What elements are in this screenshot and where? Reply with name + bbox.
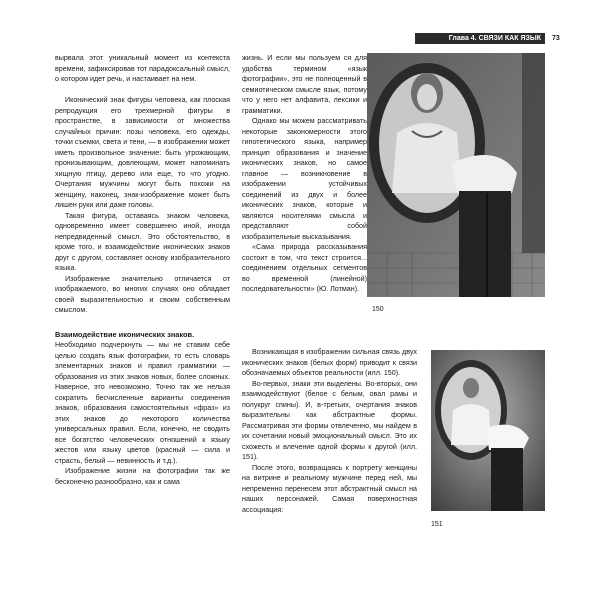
paragraph: После этого, возвращаясь к портрету женщины на витрине и реальному мужчине перед ней, мы непременно перенесем этот абстрактный смысл на наших персонажей. Самая поверхностная ассоциация:: [242, 463, 417, 514]
paragraph: Во-первых, знаки эти выделены. Во-вторых, они взаимодействуют (белое с белым, овал рамы и полукруг спины). И, в-третьих, очертания знаков выразительны как абстрактные формы. Рассматривая эти формы отвлеченно, мы найдем в их сочетании новый эмоциональный смысл. Это их схожесть и влечение одной формы к другой (илл. 151).: [242, 379, 417, 461]
paragraph: Изображение жизни на фотографии так же бесконечно разнообразно, как и сама: [55, 467, 230, 486]
chapter-title: Глава 4. СВЯЗИ КАК ЯЗЫК: [448, 35, 541, 42]
photo-150: [367, 53, 545, 297]
text-column-middle: [242, 53, 367, 295]
paragraph: Возникающая в изображении сильная связь двух иконических знаков (белых форм) приводит к связи обозначаемых объектов реальности (илл. 150).: [242, 348, 417, 377]
text-column-bottom: [242, 347, 417, 515]
section-heading-block: [55, 330, 230, 341]
abstract-forms-photo: [431, 350, 545, 511]
photo-151: [431, 350, 545, 511]
paragraph: Изображение значительно отличается от изображаемого, во многих случаях оно обладает своей выразительностью и своим собственным смыслом.: [55, 274, 230, 314]
paragraph: вырвала этот уникальный момент из контекста времени, зафиксировав тот парадоксальный смысл, о котором идет речь, и настаивает на нем.: [55, 54, 230, 83]
paragraph: Такая фигура, оставаясь знаком человека, одновременно имеет совершенно иной, иногда непредвиденный смысл. Это обстоятельство, в кроме того, и взаимодействие иконических знаков друг с другом, составляет основу изобразительного языка.: [55, 211, 230, 272]
caption-150: 150: [372, 306, 384, 313]
chapter-header: [415, 33, 545, 44]
paragraph: Иконический знак фигуры человека, как плоская репродукция его трехмерной фигуры в пространстве, в зависимости от множества случайных причин: позы человека, его одежды, точки съемки, света и тени, — в изображении может иметь произвольное значение: быть угрожающим, пронизывающим, довлеющим, может напоминать хищную птицу, дерево или еще, то что угодно. Очертания мужчины могут быть похожи на женщину, наконец, знак-изображение может быть лишен руки или даже головы.: [55, 96, 230, 209]
caption-151: 151: [431, 521, 443, 528]
section-heading: Взаимодействие иконических знаков.: [55, 329, 195, 339]
paragraph: Однако мы можем рассматривать некоторые закономерности этого гипотетического языка, например принцип образования и значение иконических знаков, но самое главное — возникновение в изображении устойчивых соединений из двух и более иконических знаков, которые и являются носителями смысла и представляют собой изобразительные высказывания.: [242, 117, 367, 241]
paragraph: жизнь. И если мы пользуем ся для удобства термином «язык фотографии», это не полноценный в семиотическом смысле язык, потому что у него нет алфавита, лексики и грамматики.: [242, 54, 367, 115]
woman-in-mirror-photo: [367, 53, 545, 297]
text-column-left: [55, 53, 230, 487]
page-number: 73: [552, 35, 560, 42]
quote-paragraph: «Сама природа рассказывания состоит в том, что текст строится... соединением отдельных сегментов во временной (линейной) последовательности» (Ю. Лотман).: [242, 243, 367, 293]
paragraph: Необходимо подчеркнуть — мы не ставим себе целью создать язык фотографии, то есть словарь элементарных знаков и правил грамматики — образования из этих знаков новых, более сложных. Наверное, это невозможно. Точно так же нельзя сократить бесчисленные варианты соединения знаков, образования самостоятельных «фраз» из этих знаков до некоторого количества универсальных правил. Если, конечно, не сводить все богатство человеческих отношений к языку жестов или языку цветов (красный — сила и страсть, белый — невинность и т.д.).: [55, 341, 230, 465]
